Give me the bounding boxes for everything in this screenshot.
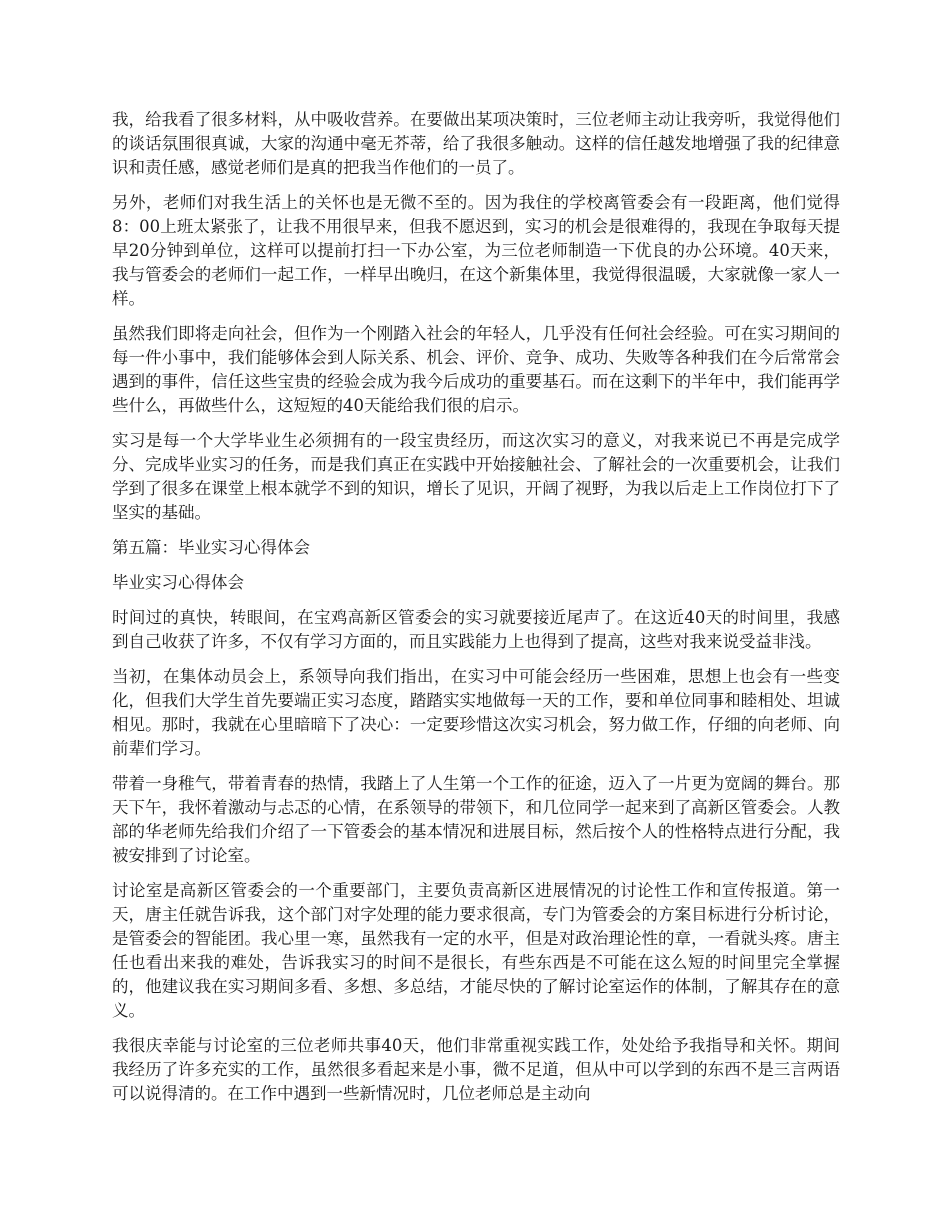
paragraph-5: 时间过的真快，转眼间，在宝鸡高新区管委会的实习就要接近尾声了。在这近40天的时间里，我感到自己收获了许多，不仅有学习方面的，而且实践能力上也得到了提高，这些对我来说受益非浅。	[112, 608, 840, 651]
paragraph-8: 讨论室是高新区管委会的一个重要部门，主要负责高新区进展情况的讨论性工作和宣传报道。第一天，唐主任就告诉我，这个部门对字处理的能力要求很高，专门为管委会的方案目标进行分析讨论，是管委会的智能团。我心里一寒，虽然我有一定的水平，但是对政治理论性的章，一看就头疼。唐主任也看出来我的难处，告诉我实习的时间不是很长，有些东西是不可能在这么短的时间里完全掌握的，他建议我在实习期间多看、多想、多总结，才能尽快的了解讨论室运作的体制，了解其存在的意义。	[112, 881, 840, 1020]
article-title: 毕业实习心得体会	[112, 573, 244, 592]
paragraph-3: 虽然我们即将走向社会，但作为一个刚踏入社会的年轻人，几乎没有任何社会经验。可在实习期间的每一件小事中，我们能够体会到人际关系、机会、评价、竞争、成功、失败等各种我们在今后常常会遇到的事件，信任这些宝贵的经验会成为我今后成功的重要基石。而在这剩下的半年中，我们能再学些什么，再做些什么，这短短的40天能给我们很的启示。	[112, 324, 840, 415]
document-page	[112, 108, 840, 1117]
paragraph-6: 当初，在集体动员会上，系领导向我们指出，在实习中可能会经历一些困难，思想上也会有一些变化，但我们大学生首先要端正实习态度，踏踏实实地做每一天的工作，要和单位同事和睦相处、坦诚相见。那时，我就在心里暗暗下了决心：一定要珍惜这次实习机会，努力做工作，仔细的向老师、向前辈们学习。	[112, 667, 840, 758]
paragraph-9: 我很庆幸能与讨论室的三位老师共事40天，他们非常重视实践工作，处处给予我指导和关怀。期间我经历了许多充实的工作，虽然很多看起来是小事，微不足道，但从中可以学到的东西不是三言两语可以说得清的。在工作中遇到一些新情况时，几位老师总是主动向	[112, 1036, 840, 1103]
paragraph-2: 另外，老师们对我生活上的关怀也是无微不至的。因为我住的学校离管委会有一段距离，他们觉得8：00上班太紧张了，让我不用很早来，但我不愿迟到，实习的机会是很难得的，我现在争取每天提早20分钟到单位，这样可以提前打扫一下办公室，为三位老师制造一下优良的办公环境。40天来，我与管委会的老师们一起工作，一样早出晚归，在这个新集体里，我觉得很温暖，大家就像一家人一样。	[112, 193, 840, 308]
paragraph-7: 带着一身稚气，带着青春的热情，我踏上了人生第一个工作的征途，迈入了一片更为宽阔的舞台。那天下午，我怀着激动与忐忑的心情，在系领导的带领下，和几位同学一起来到了高新区管委会。人教部的华老师先给我们介绍了一下管委会的基本情况和进展目标，然后按个人的性格特点进行分配，我被安排到了讨论室。	[112, 774, 840, 865]
paragraph-1: 我，给我看了很多材料，从中吸收营养。在要做出某项决策时，三位老师主动让我旁听，我觉得他们的谈话氛围很真诚，大家的沟通中毫无芥蒂，给了我很多触动。这样的信任越发地增强了我的纪律意识和责任感，感觉老师们是真的把我当作他们的一员了。	[112, 110, 840, 177]
paragraph-4: 实习是每一个大学毕业生必须拥有的一段宝贵经历，而这次实习的意义，对我来说已不再是完成学分、完成毕业实习的任务，而是我们真正在实践中开始接触社会、了解社会的一次重要机会，让我们学到了很多在课堂上根本就学不到的知识，增长了见识，开阔了视野，为我以后走上工作岗位打下了坚实的基础。	[112, 431, 840, 522]
section-title: 第五篇：毕业实习心得体会	[112, 538, 310, 557]
